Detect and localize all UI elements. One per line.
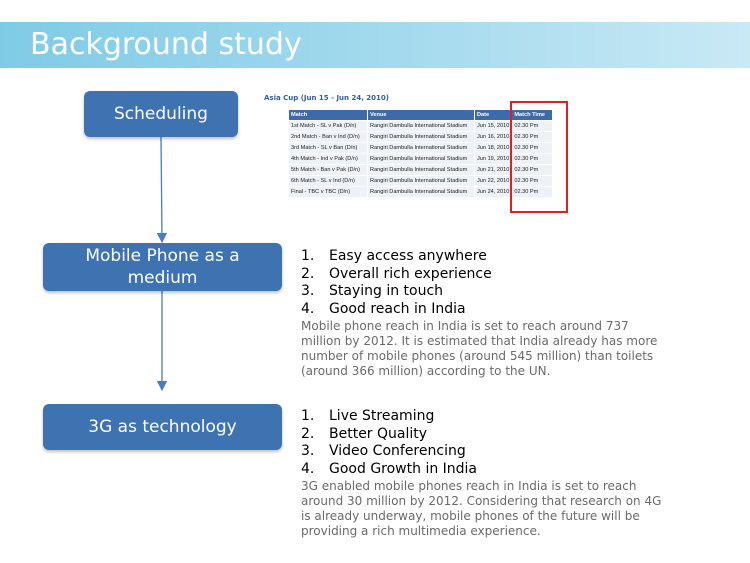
item-number: 2. bbox=[301, 425, 315, 442]
cell-match: 4th Match - Ind v Pak (D/n) bbox=[289, 154, 367, 164]
item-text: Video Conferencing bbox=[329, 443, 466, 459]
cell-time: 02.30 Pm bbox=[512, 154, 552, 164]
item-text: Overall rich experience bbox=[329, 265, 492, 282]
list-item bbox=[301, 461, 477, 479]
cell-venue: Rangiri Dambulla International Stadium bbox=[368, 176, 474, 186]
cell-date: Jun 18, 2010 bbox=[477, 145, 510, 151]
cell-venue: Rangiri Dambulla International Stadium bbox=[368, 165, 474, 175]
list-item bbox=[301, 266, 492, 284]
cell-venue: Rangiri Dambulla International Stadium bbox=[368, 132, 474, 142]
item-text: Live Streaming bbox=[329, 408, 435, 424]
cell-match: 2nd Match - Ban v Ind (D/n) bbox=[289, 132, 367, 142]
item-number: 1. bbox=[301, 248, 315, 264]
item-text: Better Quality bbox=[329, 425, 428, 442]
item-text: Good Growth in India bbox=[329, 460, 478, 477]
header-time: Match Time bbox=[512, 110, 552, 120]
list-item bbox=[301, 283, 492, 301]
3g-reach-paragraph: 3G enabled mobile phones reach in India is set to reach around 30 million by 2012. Considering that research on 4G is already underway, mobile phones of the future will be providing a rich multimedia experience. bbox=[301, 479, 662, 538]
cell-date: Jun 19, 2010 bbox=[477, 156, 510, 162]
cell-venue: Rangiri Dambulla International Stadium bbox=[368, 121, 474, 131]
cell-date: Jun 21, 2010 bbox=[477, 167, 510, 173]
header-date: Date bbox=[475, 110, 511, 120]
cell-time: 02.30 Pm bbox=[512, 176, 552, 186]
tech-points-list bbox=[301, 408, 477, 478]
header-venue: Venue bbox=[368, 110, 474, 120]
match-time-highlight bbox=[510, 101, 568, 213]
cell-date: Jun 15, 2010 bbox=[477, 123, 510, 129]
cell-match: 6th Match - SL v Ind (D/n) bbox=[289, 176, 367, 186]
list-item bbox=[301, 248, 492, 266]
cell-time: 02.30 Pm bbox=[512, 143, 552, 153]
cell-date: Jun 16, 2010 bbox=[477, 134, 510, 140]
item-number: 3. bbox=[301, 283, 315, 299]
mobile-points-list bbox=[301, 248, 492, 318]
header-match: Match bbox=[289, 110, 367, 120]
cell-date: Jun 22, 2010 bbox=[477, 178, 510, 184]
item-text: Good reach in India bbox=[329, 300, 466, 317]
item-text: Staying in touch bbox=[329, 283, 444, 299]
list-item bbox=[301, 301, 492, 319]
cell-match: Final - TBC v TBC (D/n) bbox=[289, 187, 367, 197]
arrow-scheduling-to-mobile bbox=[161, 137, 162, 238]
list-item bbox=[301, 443, 477, 461]
slide-title: Background study bbox=[30, 27, 302, 62]
item-number: 3. bbox=[301, 443, 315, 459]
cell-match: 3rd Match - SL v Ban (D/n) bbox=[289, 143, 367, 153]
cell-venue: Rangiri Dambulla International Stadium bbox=[368, 143, 474, 153]
item-number: 2. bbox=[301, 265, 315, 282]
cell-time: 02.30 Pm bbox=[512, 132, 552, 142]
list-item bbox=[301, 426, 477, 444]
technology-box: 3G as technology bbox=[43, 404, 282, 450]
item-number: 4. bbox=[301, 300, 315, 317]
scheduling-box: Scheduling bbox=[84, 91, 238, 137]
item-number: 1. bbox=[301, 408, 315, 424]
cell-venue: Rangiri Dambulla International Stadium bbox=[368, 154, 474, 164]
list-item bbox=[301, 408, 477, 426]
schedule-title: Asia Cup (Jun 15 - Jun 24, 2010) bbox=[264, 94, 389, 102]
cell-time: 02.30 Pm bbox=[512, 165, 552, 175]
cell-match: 1st Match - SL v Pak (D/n) bbox=[289, 121, 367, 131]
cell-venue: Rangiri Dambulla International Stadium bbox=[368, 187, 474, 197]
cell-date: Jun 24, 2010 bbox=[477, 189, 510, 195]
item-number: 4. bbox=[301, 460, 315, 477]
mobile-medium-box: Mobile Phone as a medium bbox=[43, 243, 282, 291]
cell-match: 5th Match - Ban v Pak (D/n) bbox=[289, 165, 367, 175]
cell-time: 02.30 Pm bbox=[512, 121, 552, 131]
cell-time: 02.30 Pm bbox=[512, 187, 552, 197]
mobile-reach-paragraph: Mobile phone reach in India is set to reach around 737 million by 2012. It is estimated that India already has more number of mobile phones (around 545 million) than toilets (around 366 million) according to the UN. bbox=[301, 319, 658, 378]
item-text: Easy access anywhere bbox=[329, 248, 487, 264]
